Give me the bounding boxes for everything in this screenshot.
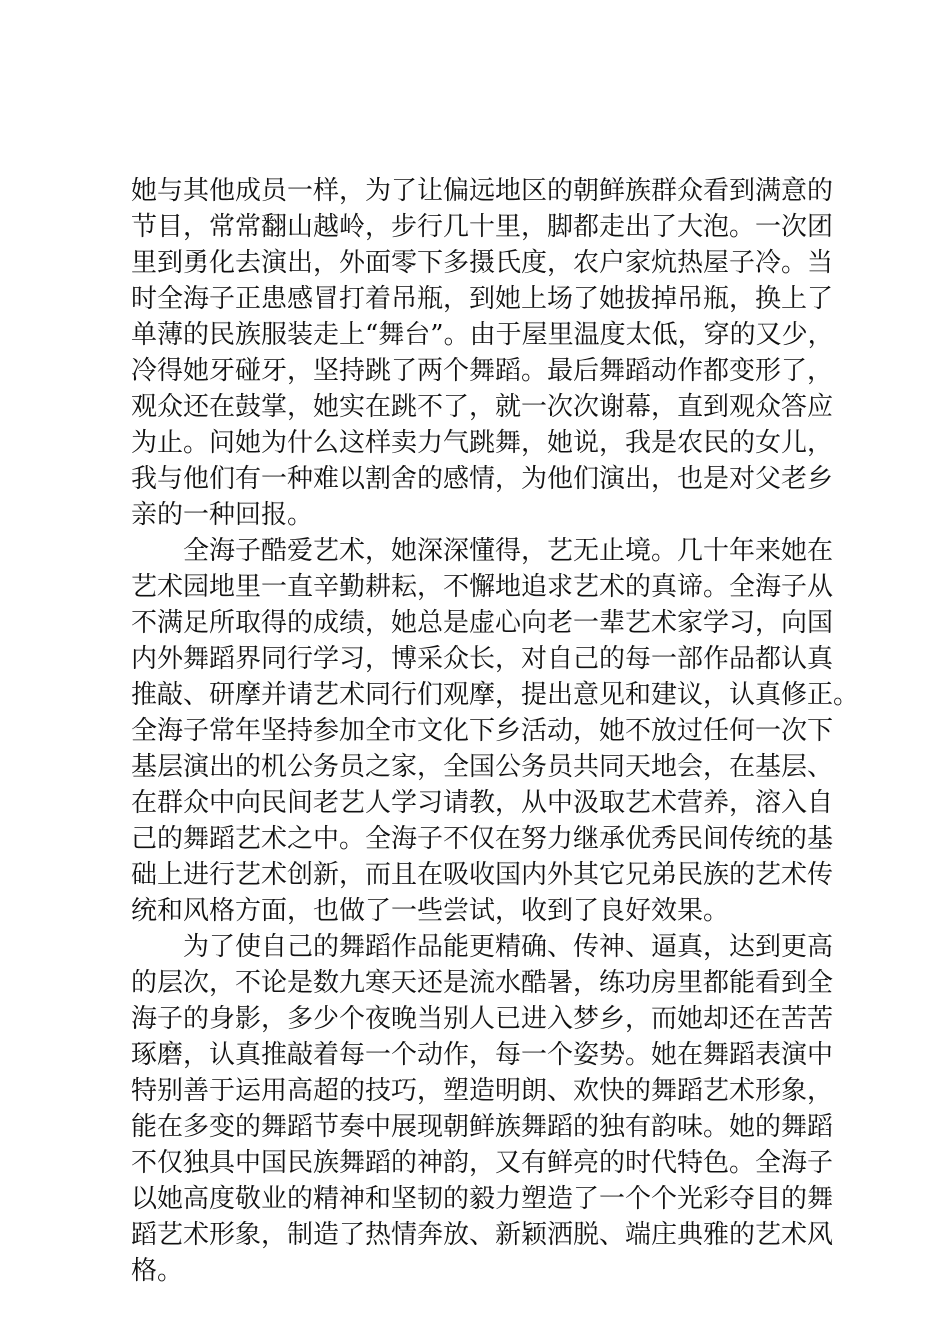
text-line: 能在多变的舞蹈节奏中展现朝鲜族舞蹈的独有韵味。她的舞蹈	[131, 1112, 834, 1142]
text-line: 己的舞蹈艺术之中。全海子不仅在努力继承优秀民间传统的基	[131, 824, 834, 854]
text-line: 的层次，不论是数九寒天还是流水酷暑，练功房里都能看到全	[131, 968, 834, 998]
text-line: 里到勇化去演出，外面零下多摄氏度，农户家炕热屋子冷。当	[131, 248, 834, 278]
text-line: 单薄的民族服装走上“舞台”。由于屋里温度太低，穿的又少，	[131, 320, 834, 350]
text-line: 时全海子正患感冒打着吊瓶，到她上场了她拔掉吊瓶，换上了	[131, 284, 834, 314]
text-line: 为了使自己的舞蹈作品能更精确、传神、逼真，达到更高	[183, 932, 834, 962]
text-line: 础上进行艺术创新，而且在吸收国内外其它兄弟民族的艺术传	[131, 860, 834, 890]
text-line: 琢磨，认真推敲着每一个动作，每一个姿势。她在舞蹈表演中	[131, 1040, 834, 1070]
text-line: 全海子酷爱艺术，她深深懂得，艺无止境。几十年来她在	[183, 536, 834, 566]
text-line: 内外舞蹈界同行学习，博采众长，对自己的每一部作品都认真	[131, 644, 834, 674]
text-line: 特别善于运用高超的技巧，塑造明朗、欢快的舞蹈艺术形象，	[131, 1076, 834, 1106]
text-line: 不仅独具中国民族舞蹈的神韵，又有鲜亮的时代特色。全海子	[131, 1148, 834, 1178]
text-line: 在群众中向民间老艺人学习请教，从中汲取艺术营养，溶入自	[131, 788, 834, 818]
text-line: 艺术园地里一直辛勤耕耘，不懈地追求艺术的真谛。全海子从	[131, 572, 834, 602]
text-line: 为止。问她为什么这样卖力气跳舞，她说，我是农民的女儿，	[131, 428, 834, 458]
text-line: 她与其他成员一样，为了让偏远地区的朝鲜族群众看到满意的	[131, 176, 834, 206]
text-line: 推敲、研摩并请艺术同行们观摩，提出意见和建议，认真修正。	[131, 680, 860, 710]
text-line: 亲的一种回报。	[131, 500, 314, 530]
text-line: 我与他们有一种难以割舍的感情，为他们演出，也是对父老乡	[131, 464, 834, 494]
text-line: 基层演出的机公务员之家，全国公务员共同天地会，在基层、	[131, 752, 834, 782]
text-line: 以她高度敬业的精神和坚韧的毅力塑造了一个个光彩夺目的舞	[131, 1184, 834, 1214]
text-line: 观众还在鼓掌，她实在跳不了，就一次次谢幕，直到观众答应	[131, 392, 834, 422]
text-line: 节目，常常翻山越岭，步行几十里，脚都走出了大泡。一次团	[131, 212, 834, 242]
text-line: 全海子常年坚持参加全市文化下乡活动，她不放过任何一次下	[131, 716, 834, 746]
text-line: 统和风格方面，也做了一些尝试，收到了良好效果。	[131, 896, 730, 926]
text-line: 格。	[131, 1256, 184, 1286]
text-line: 冷得她牙碰牙，坚持跳了两个舞蹈。最后舞蹈动作都变形了，	[131, 356, 834, 386]
text-line: 蹈艺术形象，制造了热情奔放、新颖洒脱、端庄典雅的艺术风	[131, 1220, 834, 1250]
text-line: 不满足所取得的成绩，她总是虚心向老一辈艺术家学习，向国	[131, 608, 834, 638]
text-line: 海子的身影，多少个夜晚当别人已进入梦乡，而她却还在苦苦	[131, 1004, 834, 1034]
